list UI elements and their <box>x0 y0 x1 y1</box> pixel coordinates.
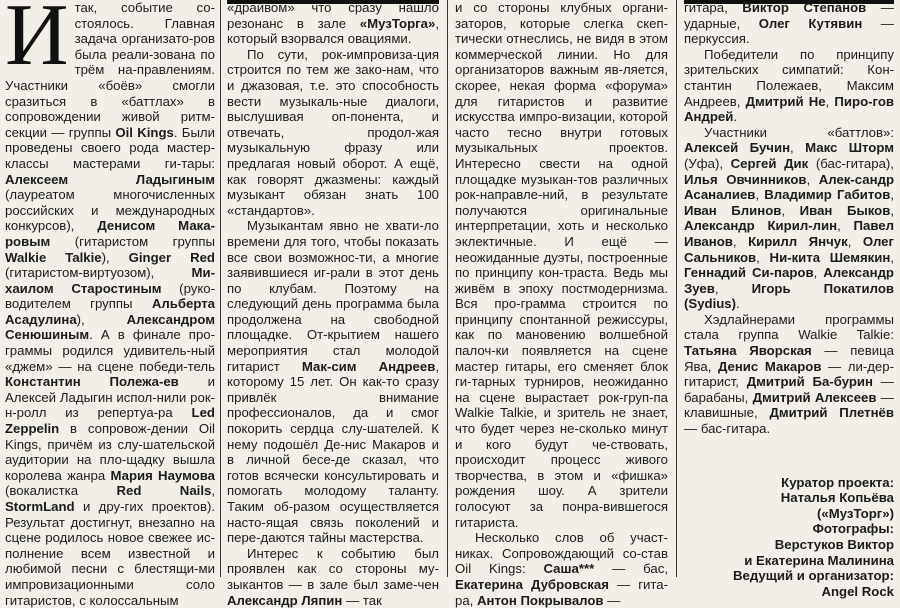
bold-name: Led Zeppelin <box>5 405 215 437</box>
credit-line: Наталья Копьёва <box>780 490 894 506</box>
text-run: так, событие со-стоялось. Главная задача организато-ров была реали-зована по трём на-правлениям. Участники «боёв» смогли сразиться в «баттлах» в сопровождении живой ритм-секции — группы <box>5 0 215 140</box>
text-run: . Были проведены своего рода мастер-классы мастерами ги-тары: <box>5 124 215 171</box>
paragraph <box>684 47 894 125</box>
bold-name: Ginger Red <box>128 249 215 265</box>
bold-name: Денисом Мака-ровым <box>5 218 215 249</box>
text-run: (гитаристом-виртуозом), <box>5 265 192 281</box>
text-run: (лауреатом многочисленных российских и международных конкурсов), <box>5 187 215 234</box>
text-run: — бас, <box>594 561 668 577</box>
article-column-2 <box>227 0 440 608</box>
bold-name: Пиро-гов Андрей <box>684 93 894 125</box>
paragraph <box>684 125 894 312</box>
paragraph <box>455 0 668 530</box>
text-run: , который взорвался овациями. <box>227 15 439 47</box>
bold-name: Мак-сим Андреев <box>301 358 436 374</box>
paragraph <box>455 530 668 608</box>
bold-name: Александр Зуев <box>684 265 894 296</box>
text-run: — так <box>342 592 382 608</box>
column-rule-3 <box>676 0 677 577</box>
paragraph <box>684 0 894 47</box>
article-column-1 <box>5 0 216 608</box>
bold-name: Антон Покрывалов <box>477 592 604 608</box>
bold-name: Сергей Дик <box>730 155 809 171</box>
bold-name: Макс Шторм <box>805 140 895 156</box>
text-run: , <box>890 202 894 218</box>
text-run: и дру-гих проектов). Результат достигнут, внезапно на сцене родилось новое свежее ис-полнение всем известной и любимой песни с блестящи-ми импровизационными соло гитаристов, с колоссальным <box>5 499 215 608</box>
bold-name: Владимир Габитов <box>764 187 891 203</box>
text-run: , <box>781 202 800 218</box>
bold-name: Дмитрий Алексеев <box>752 389 877 405</box>
text-run: — ударные, <box>684 0 894 31</box>
text-run: , <box>847 233 863 249</box>
text-run: . <box>736 296 740 312</box>
bold-name: Екатерина Дубровская <box>455 576 609 592</box>
bold-name: Саша*** <box>543 561 595 577</box>
text-run: , <box>755 187 765 203</box>
bold-name: Татьяна Яворская <box>684 343 812 359</box>
article-column-3 <box>455 0 668 608</box>
credit-line: Куратор проекта: <box>781 474 894 490</box>
text-run: (Уфа), <box>684 155 731 171</box>
bold-name: Ни-кита Шемякин <box>769 249 891 265</box>
text-run: Хэдлайнерами программы стала группа Walkie Talkie: <box>684 311 894 343</box>
paragraph <box>227 546 439 608</box>
bold-name: Илья Овчинников <box>684 171 807 187</box>
credit-line: («МузТорг») <box>817 505 894 521</box>
text-run: , <box>806 171 819 187</box>
text-run: «драйвом» что сразу нашло резонанс в зале <box>227 0 439 31</box>
text-run: гитара, <box>684 0 743 15</box>
text-run: в сопровож-дении Oil Kings, причём из слу-шательской аудитории на пло-щадку вышла королева жанра <box>5 421 215 483</box>
bold-name: Ми-хаилом Старостиным <box>5 265 215 296</box>
text-run: (гитаристом группы <box>50 233 215 249</box>
text-run: . А в финале про-граммы родился удивитель-ный «джем» — на сцене победи-тель <box>5 327 215 374</box>
bold-name: Альберта Асадулина <box>5 296 215 327</box>
text-run: Победители по принципу зрительских симпатий: Кон-стантин Полежаев, Максим Андреев, <box>684 46 894 109</box>
bold-name: Игорь Покатилов <box>751 280 894 296</box>
text-run: (руко-водителем группы <box>5 280 215 312</box>
text-run: — клавишные, <box>684 389 894 421</box>
article-column-4 <box>684 0 895 599</box>
bold-name: Олег Кутявин <box>758 15 863 31</box>
text-run: — перкуссия. <box>684 15 894 47</box>
bold-name: Иван Блинов <box>684 202 782 218</box>
bold-name: Дмитрий Не <box>745 93 826 109</box>
bold-name: Павел Иванов <box>684 218 894 249</box>
text-run: , <box>714 280 752 296</box>
text-run: , <box>813 265 824 281</box>
text-run: . <box>733 109 738 125</box>
bold-name: Александр Ляпин <box>227 592 343 608</box>
bold-name: Александр Кирил-лин <box>684 218 838 234</box>
drop-cap: И <box>5 0 69 84</box>
text-run: — барабаны, <box>684 374 894 405</box>
text-run: ), <box>101 249 129 265</box>
bold-name: Walkie Talkie <box>5 249 102 265</box>
text-run: , <box>732 233 749 249</box>
text-run: По сути, рок-импровиза-ция строится по тем же зако-нам, что и джазовая, т.е. это способность вести музыкаль-ные диалоги, выслушивая оп-понента, и отвечать, продол-жая музыкальную фразу или предлагая новый оборот. А ещё, как говорят джазмены: каждый музыкант обязан знать 100 «стандартов». <box>227 46 439 218</box>
text-run: — певица Ява, <box>684 343 894 374</box>
text-run: — гита-ра, <box>455 576 668 608</box>
bold-name: Дмитрий Плетнёв <box>769 405 894 421</box>
bold-name: Мария Наумова <box>110 467 215 483</box>
bold-name: StormLand <box>5 499 75 514</box>
bold-name: Кирилл Янчук <box>748 233 848 249</box>
column-rule-1 <box>220 0 221 577</box>
text-run: — <box>603 592 621 608</box>
text-run: , <box>790 140 806 156</box>
text-run: , <box>756 249 770 265</box>
text-run: Несколько слов об участ-никах. Сопровождающий со-став Oil Kings: <box>455 530 668 577</box>
bold-name: Дмитрий Ба-бурин <box>746 374 873 390</box>
bold-name: Алексеем Ладыгиным <box>5 171 215 187</box>
credit-line: Фотографы: <box>812 521 894 537</box>
paragraph <box>227 0 439 47</box>
text-run: , <box>825 93 835 109</box>
bold-name: Иван Быков <box>799 202 891 218</box>
bold-name: Red Nails <box>116 483 212 499</box>
bold-name: «МузТорга» <box>359 15 436 31</box>
paragraph <box>227 218 439 545</box>
text-run: Участники «баттлов»: <box>704 124 894 140</box>
text-run: — ли-дер-гитарист, <box>684 358 894 390</box>
credit-line: Ведущий и организатор: <box>732 568 894 584</box>
text-run: — бас-гитара. <box>684 421 771 437</box>
column-4-body <box>684 0 894 437</box>
text-run: (вокалистка <box>5 483 117 499</box>
project-credits <box>684 475 894 600</box>
text-run: , <box>890 249 894 265</box>
bold-name: (Sydius) <box>684 296 737 312</box>
text-run: Интерес к событию был проявлен как со стороны му-зыкантов — в зале был заме-чен <box>227 545 439 592</box>
bold-name: Геннадий Си-паров <box>684 265 814 281</box>
credit-line: Angel Rock <box>821 583 894 599</box>
column-rule-2 <box>447 0 448 577</box>
bold-name: Константин Полежа-ев <box>5 374 179 390</box>
column-1-paragraph <box>5 0 215 608</box>
bold-name: Алексей Бучин <box>684 140 791 156</box>
text-run: и со стороны клубных органи-заторов, которые слегка скеп-тически отнеслись, не видя в этом коммерческой линии. Но для организаторов важным яв-ляется, скорее, некая форма «форума» для гитаристов и развитие искусства импро-визации, которой часто тесно внутри готовых музыкальных проектов. Интересно свести на одной площадке музыкан-тов различных рок-направле-ний, в результате получаются оригинальные интерпретации, хоть и несколько эклектичные. И ещё — неожиданные дуэты, построенные по принципу кон-траста. Ведь мы живём в эпоху постмодернизма. Вся про-грамма строится по принципу спонтанной режиссуры, как по мановению волшебной палоч-ки появляется на сцене мастер гитары, его сменяет блок ги-тарных турниров, неожиданно на сцене вырастает рок-груп-па Walkie Talkie, и зритель не знает, что будет через не-сколько минут и кого будут че-ствовать, происходит процесс живого творчества, в этом и «фишка» рождения шоу. А зрители голосуют за понра-вившегося гитариста. <box>455 0 668 530</box>
text-run: (бас-гитара), <box>808 155 894 171</box>
text-run: ), <box>76 311 127 327</box>
bold-name: Oil Kings <box>115 124 174 140</box>
credit-line: и Екатерина Малинина <box>744 552 894 568</box>
text-run: , которому 15 лет. Он как-то сразу привлёк внимание профессионалов, да и смог покорить сердца слу-шателей. К нему подошёл Де-нис Макаров и в личной бесе-де сказал, что готов всячески консультировать и помогать молодому таланту. Таким об-разом осуществляется насто-ящая связь поколений и пере-даются тайны мастерства. <box>227 358 440 546</box>
text-run: и Алексей Ладыгин испол-нили рок-н-ролл из репертуа-ра <box>5 374 216 421</box>
text-run: , <box>211 483 215 499</box>
paragraph <box>684 312 894 437</box>
bold-name: Виктор Степанов <box>742 0 867 15</box>
bold-name: Денис Макаров <box>717 358 822 374</box>
text-run: Музыкантам явно не хвати-ло времени для того, чтобы показать все свои возможнос-ти, а многие заявившиеся иг-рали в этот день по клубам. Поэтому на следующий день программа была продолжена на свободной площадке. От-крытием нашего мероприятия стал молодой гитарист <box>227 218 439 374</box>
text-run: , <box>837 218 854 234</box>
paragraph <box>227 47 439 219</box>
bold-name: Олег Сальников <box>684 233 895 265</box>
bold-name: Алек-сандр Асаналиев <box>684 171 894 203</box>
credit-line: Верстуков Виктор <box>774 537 894 552</box>
text-run: , <box>890 187 894 203</box>
bold-name: Александром Сенюшиным <box>5 311 215 343</box>
